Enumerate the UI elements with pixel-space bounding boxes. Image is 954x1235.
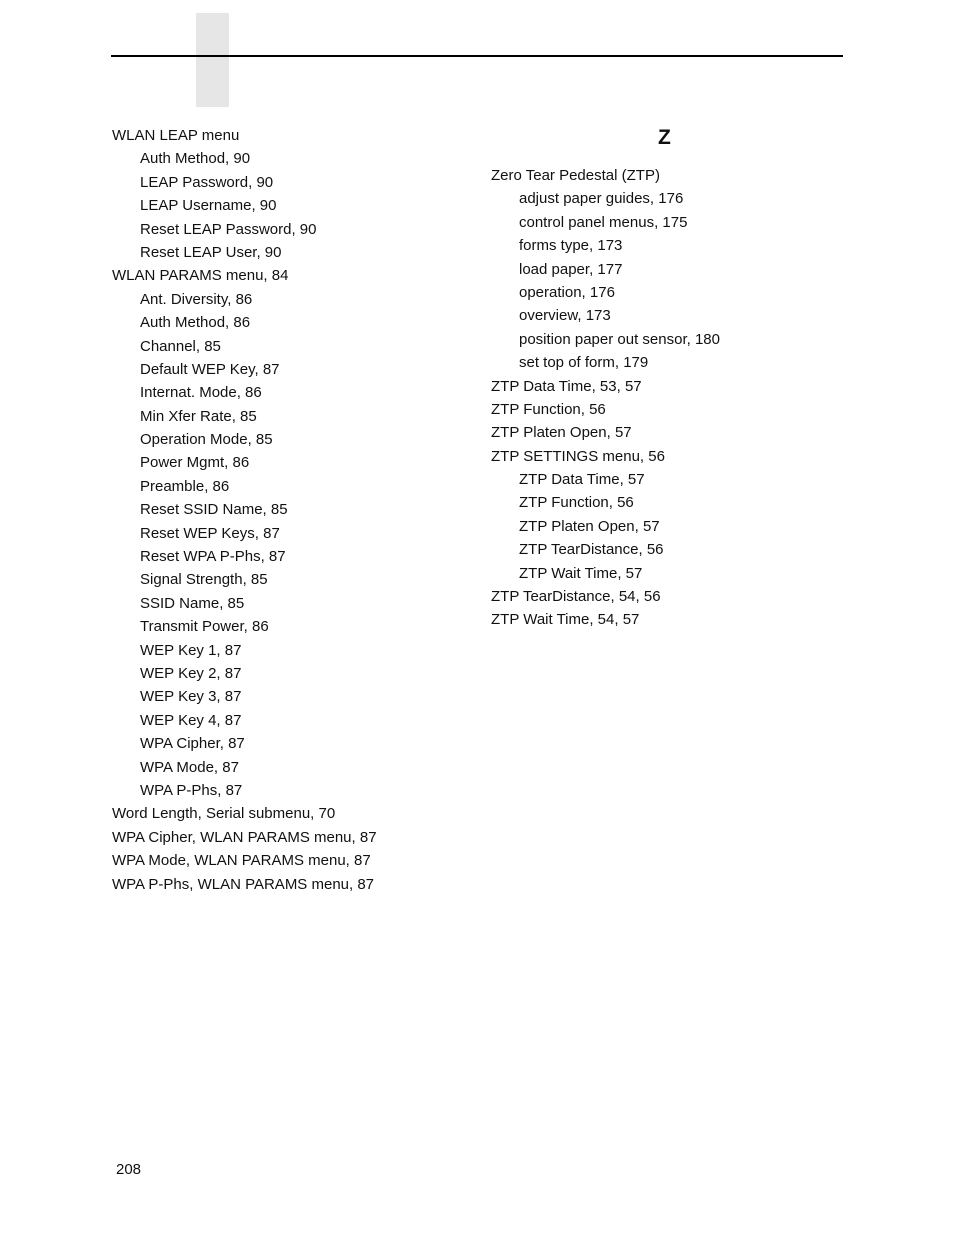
- index-subentry: Reset WPA P-Phs, 87: [140, 548, 286, 566]
- index-subentry: Min Xfer Rate, 85: [140, 407, 257, 425]
- index-subentry: ZTP Platen Open, 57: [519, 517, 660, 535]
- index-entry: WLAN PARAMS menu, 84: [112, 267, 289, 285]
- index-subentry: Preamble, 86: [140, 477, 230, 495]
- index-subentry: Reset SSID Name, 85: [140, 501, 288, 519]
- index-subentry: Reset WEP Keys, 87: [140, 524, 280, 542]
- index-subentry: overview, 173: [519, 307, 611, 325]
- index-subentry: operation, 176: [519, 283, 615, 301]
- index-subentry: Auth Method, 86: [140, 314, 251, 332]
- index-entry: ZTP SETTINGS menu, 56: [491, 447, 665, 465]
- index-entry: ZTP Platen Open, 57: [491, 424, 632, 442]
- index-subentry: LEAP Password, 90: [140, 173, 274, 191]
- index-subentry: Default WEP Key, 87: [140, 360, 280, 378]
- index-entry: WPA P-Phs, WLAN PARAMS menu, 87: [112, 875, 375, 893]
- index-subentry: WPA P-Phs, 87: [140, 781, 243, 799]
- index-subentry: WEP Key 1, 87: [140, 641, 242, 659]
- index-subentry: Transmit Power, 86: [140, 618, 269, 636]
- index-entry: WPA Mode, WLAN PARAMS menu, 87: [112, 852, 371, 870]
- index-subentry: ZTP TearDistance, 56: [519, 541, 664, 559]
- index-subentry: adjust paper guides, 176: [519, 190, 684, 208]
- index-subentry: load paper, 177: [519, 260, 623, 278]
- index-entry: ZTP Function, 56: [491, 400, 606, 418]
- index-subentry: set top of form, 179: [519, 354, 649, 372]
- index-subentry: Reset LEAP Password, 90: [140, 220, 317, 238]
- index-entry: ZTP Wait Time, 54, 57: [491, 611, 640, 629]
- index-column-right: [491, 164, 831, 632]
- index-entry: ZTP Data Time, 53, 57: [491, 377, 642, 395]
- index-entry: WLAN LEAP menu: [112, 127, 240, 144]
- index-entry: WPA Cipher, WLAN PARAMS menu, 87: [112, 828, 377, 846]
- header-rule: [111, 55, 843, 57]
- index-entry: Zero Tear Pedestal (ZTP): [491, 167, 660, 184]
- index-subentry: LEAP Username, 90: [140, 197, 277, 215]
- index-subentry: Signal Strength, 85: [140, 571, 268, 589]
- index-subentry: WPA Mode, 87: [140, 758, 239, 776]
- index-subentry: Ant. Diversity, 86: [140, 290, 253, 308]
- index-subentry: position paper out sensor, 180: [519, 330, 720, 348]
- index-subentry: control panel menus, 175: [519, 213, 688, 231]
- index-subentry: Operation Mode, 85: [140, 431, 273, 449]
- index-subentry: Internat. Mode, 86: [140, 384, 262, 402]
- index-column-left: [112, 124, 452, 896]
- index-subentry: Power Mgmt, 86: [140, 454, 250, 472]
- index-entry: ZTP TearDistance, 54, 56: [491, 588, 661, 606]
- index-subentry: Auth Method, 90: [140, 150, 251, 168]
- index-subentry: ZTP Data Time, 57: [519, 471, 645, 489]
- index-subentry: WEP Key 2, 87: [140, 664, 242, 682]
- index-subentry: WEP Key 4, 87: [140, 711, 242, 729]
- index-subentry: ZTP Wait Time, 57: [519, 564, 643, 582]
- index-subentry: forms type, 173: [519, 237, 623, 255]
- index-entry: Word Length, Serial submenu, 70: [112, 805, 336, 823]
- chapter-tab-block: [196, 13, 229, 107]
- page-number: 208: [116, 1161, 142, 1178]
- index-subentry: Channel, 85: [140, 337, 221, 355]
- index-subentry: SSID Name, 85: [140, 594, 245, 612]
- section-letter-z: Z: [658, 126, 671, 149]
- index-subentry: ZTP Function, 56: [519, 494, 634, 512]
- index-subentry: WEP Key 3, 87: [140, 688, 242, 706]
- index-subentry: WPA Cipher, 87: [140, 735, 245, 753]
- index-subentry: Reset LEAP User, 90: [140, 243, 282, 261]
